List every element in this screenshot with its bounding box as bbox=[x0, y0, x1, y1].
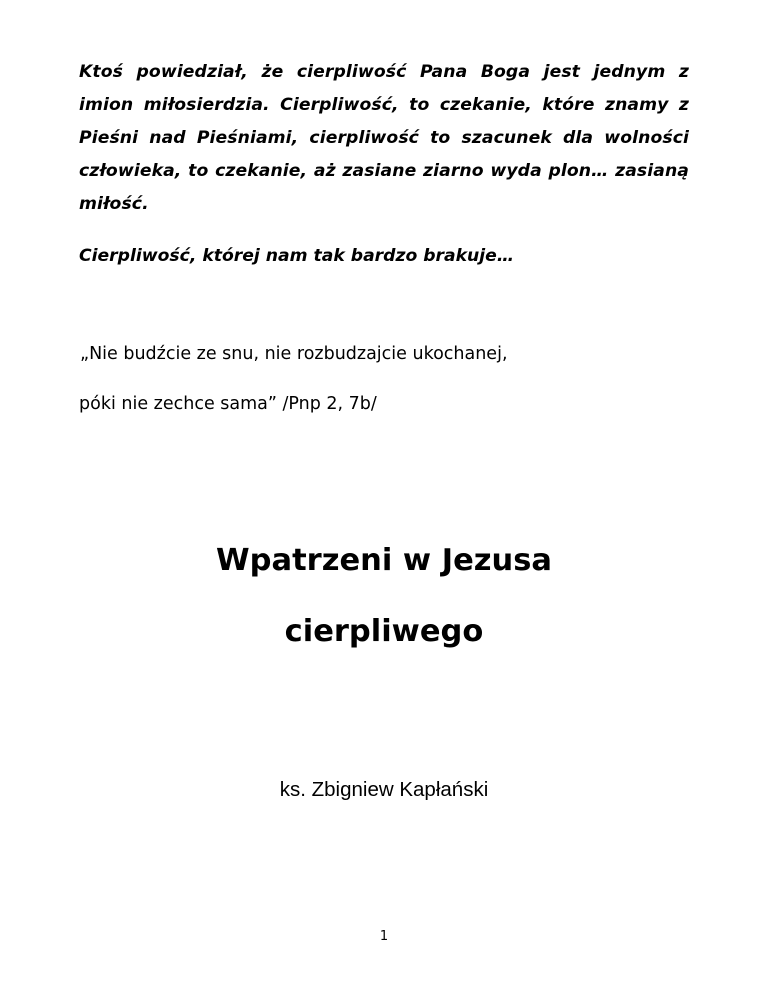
quote-line-1: „Nie budźcie ze snu, nie rozbudzajcie ukochanej, bbox=[80, 344, 508, 364]
intro-closing-line: Cierpliwość, której nam tak bardzo brakuje… bbox=[79, 246, 515, 266]
title-line-2: cierpliwego bbox=[284, 614, 484, 649]
page-number: 1 bbox=[379, 929, 389, 944]
intro-paragraph: Ktoś powiedział, że cierpliwość Pana Boga jest jednym z imion miłosierdzia. Cierpliwość, to czekanie, które znamy z Pieśni nad Pieśniami, cierpliwość to szacunek dla wolności człowieka, to czekanie, aż zasiane ziarno wyda plon… zasianą miłość. bbox=[79, 62, 689, 214]
title-line-1: Wpatrzeni w Jezusa bbox=[216, 543, 552, 578]
author-name: ks. Zbigniew Kapłański bbox=[279, 778, 489, 801]
quote-line-2: póki nie zechce sama” /Pnp 2, 7b/ bbox=[79, 394, 377, 414]
